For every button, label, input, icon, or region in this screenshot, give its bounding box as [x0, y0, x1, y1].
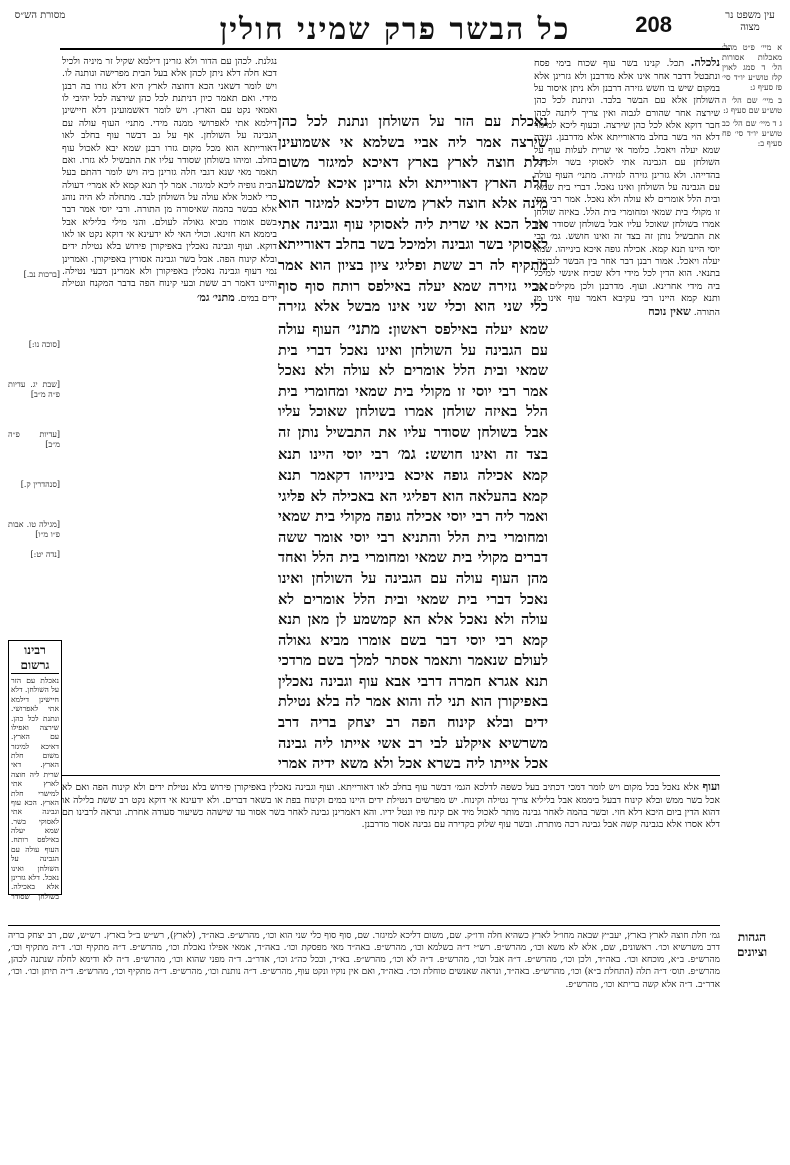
masoret-ref: [ברכות נב.]	[23, 270, 60, 279]
mishna-text: העוף עולה עם הגבינה על השולחן ואינו נאכל דברי בית שמאי ובית הלל אומרים לא עולה ולא נאכל אמר רבי יוסי זו מקולי בית שמאי ומחומרי בית הלל באיזה שולחן אמרו בשולחן שאוכל עליו אבל בשולחן שסודר עליו את התבשיל נותן זה בצד זה ואינו חושש:	[278, 320, 548, 464]
rashi-text: תכל. קנינו בשר עוף שכוח בימי פסח ונתבטל דדבר אחר אינו אלא מדרבנן ולא גזרינן אלא במקום שיש בו חשש גזירה דרבנן ולא ניתן איסור על השולחן אלא עם הבשר בלבד. וניתנת לכל כהן שירצה אחר שהורם לגבוה ואין צריך ליתנה לכהן חבר דוקא אלא לכל כהן שירצה. ובעוף ליכא למיגזר דלא הוי בשר בחלב מדאורייתא אלא מדרבנן. גזירה שמא יעלה ויאכל. כלומר אי שרית לעלות עוף על השולחן עם הגבינה אתי לאסוקי בשר ולמיכל בהדייהו. ולא גזרינן גזירה לגזירה. מתני׳ העוף עולה עם הגבינה על השולחן ואינו נאכל. דברי בית שמאי ובית הלל אומרים לא עולה ולא נאכל. אמר רבי יוסי זו מקולי בית שמאי ומחומרי בית הלל. באיזה שולחן אמרו בשולחן שאוכל עליו אבל בשולחן שסודר עליו את התבשיל נותן זה בצד זה ואינו חושש. גמ׳ רבי יוסי היינו תנא קמא. אכילה גופה איכא בינייהו. שמא יעלה ויאכל. אמור רבנן דבר אחר בין הבשר לגבינה. בתנאי. הוא הדין לכל מידי דלא שכיח אינשי למיכל ביה מידי אחרינא. ועוף. מדרבנן ולכן מקילים בו. ותנא קמא היינו רבי עקיבא דאמר עוף אינו מן התורה.	[534, 58, 720, 319]
hagahot-title: הגהות וציונים	[736, 930, 768, 959]
rashi-dibur-hamatchil: שאין נוכח	[648, 305, 691, 319]
tosafot-continuation-text: אלא נאכל בכל מקום ויש לומר דמכי דכתיב בעל כשפה לדלכא הגמ׳ דבשר עוף בחלב לאו דאורייתא. ועוף וגבינה נאכלין באפיקורן פירוש בלא נטילת ידים ולא קינוח הפה ואם לא אכל בשר ממש ובלא קינוח דבעל ביממא אבל בליליא צריך נטילה וקינוח. יש מפרשים דנטילת ידים היינו במים וקינוח בפת או בשאר דברים. ולא ידעינא אי דוקא נקט רב ששת בלילה או דהוא הדין ביום היכא דלא חזי. ובשר בהמה לאחר גבינה מותר לאכול מיד אם קינח פיו ונטל ידיו. והא דאמרינן גבינה לאחר בשר אסור עד שישהה כשיעור סעודה אחרת. ונראה לרבינו תם דלא אסרו אלא בגבינה קשה אבל גבינה רכה מותרת. ובשר עוף שלוק בקדירה עם גבינה אסור מדרבנן.	[62, 782, 720, 831]
gemara-text-column	[278, 112, 548, 772]
tosafot-commentary	[62, 56, 277, 756]
masoret-hashas-heading: מסורת הש״ס	[14, 10, 66, 21]
gemara-body: רבי יוסי היינו תנא קמא אכילה גופה איכא בינייהו דקאמר תנא קמא בהעלאה הוא דפליגי הא באכילה לא פליגי ואמר ליה רבי יוסי אכילה גופה מקולי בית שמאי ומחומרי בית הלל והתניא רבי יוסי אומר ששה דברים מקולי בית שמאי ומחומרי בית הלל ואחד מהן העוף עולה עם הגבינה על השולחן ואינו נאכל דברי בית שמאי ובית הלל אומרים לא עולה ולא נאכל אלא הא קמשמע לן מאן תנא קמא רבי יוסי דבר בשם אומרו מביא גאולה לעולם שנאמר ותאמר אסתר למלך בשם מרדכי תנא אגרא חמרה דרבי אבא עוף וגבינה נאכלין באפיקורן הוא תני לה והוא אמר לה בלא נטילת ידים ובלא קינוח הפה רב יצחק בריה דרב משרשיא איקלע לבי רב אשי אייתו ליה גבינה אכל אייתו ליה בשרא אכל ולא משא ידיה אמרי	[278, 446, 548, 772]
masoret-ref: [סוכה נו:]	[28, 340, 60, 349]
ein-mishpat-ref: ג ד מיי׳ שם הל׳ כב טוש״ע יו״ד סי׳ פח סעיף ב:	[722, 119, 782, 148]
rashi-dibur-hamatchil: נלכלה.	[690, 56, 720, 69]
ein-mishpat-column	[722, 40, 782, 360]
tosafot-dibur-hamatchil: גמ׳	[196, 290, 210, 304]
masoret-ref: [מגילה טו. אבות פ״ו מ״ו]	[8, 520, 60, 539]
masoret-ref: [סנהדרין ק.]	[20, 480, 60, 489]
page-header	[60, 8, 730, 50]
tosafot-dibur-hamatchil: ועוף	[702, 780, 720, 793]
gemara-opening: נאכלת עם הזר על השולחן ונתנת לכל כהן שירצה אמר ליה אביי בשלמא אי אשמועינן חלת חוצה לארץ בארץ דאיכא למיגזר משום חלת הארץ דאורייתא ולא גזרינן איכא למשמע מינה אלא חוצה לארץ משום דליכא למיגזר הוא אבל הכא אי שרית ליה לאסוקי עוף וגבינה אתי לאסוקי בשר וגבינה ולמיכל בשר בחלב דאורייתא מתקיף לה רב ששת ופליגי ציון בציון הוא אמר אביי גזירה שמא יעלה באילפס רותח סוף סוף כלי שני הוא וכלי שני אינו מבשל אלא גזירה שמא יעלה באילפס ראשון:	[278, 113, 548, 338]
page-number: 208	[635, 12, 672, 37]
page-title: כל הבשר פרק שמיני חולין	[219, 12, 571, 47]
section-divider	[62, 775, 720, 776]
ein-mishpat-ref: ב מיי׳ שם הל׳ ה טוש״ע שם סעיף ג:	[722, 96, 782, 115]
masoret-ref: [עדיות פ״ה מ״ב]	[8, 430, 60, 449]
masoret-ref: [שבת יג. עדיות פ״ה מ״ב]	[8, 380, 60, 399]
rabbeinu-gershom-text: נאכלת עם הזר על השולחן. דלא חיישינן דילמא אתי לאפרושי. ונתנת לכל כהן. שירצה ואפילו עם הארץ. דאיכא למיגזר משום חלת הארץ. דאי שרית ליה חוצה לארץ אתי למישרי חלת הארץ. הכא עוף וגבינה אתי לאסוקי בשר. שמא יעלה באילפס רותח. העוף עולה עם הגבינה על השולחן ואינו נאכל. דלא גזרינן אלא באכילה. בשולחן שסודר	[11, 676, 59, 901]
masoret-column	[8, 40, 60, 600]
rabbeinu-gershom-box	[8, 640, 62, 901]
tosafot-text: נגלנת. לכהן עם הדור ולא גזרינן דילמא שקיל זר מיניה ולכיל דכא חלה דלא ניתן לכהן אלא בעל הבית מפרישה ונותנה לו. ויש לומר דשאני הכא דחוצה לארץ היא דלא גזרו בה רבנן מידי. ואם תאמר כיון דניתנת לכל כהן שירצה לכל יהיבי לו ואמאי נקט עם הארץ. ויש לומר דאשמועינן דלא חיישינן דילמא אתי לאפרושי ממנה מידי. מתני׳ העוף עולה עם הגבינה על השולחן. אף על גב דבשר עוף בחלב לאו דאורייתא הוא מכל מקום גזרו רבנן שמא יבא לאכול עוף בחלב. ומיהו בשולחן שסודר עליו את התבשיל לא גזרו. ואם תאמר מאי שנא דגבי חלה גזרינן ביה ויש לומר דהתם בעל הבית גופיה ליכא למיגזר. אמר לך תנא קמא לא אמרי׳ דעולה כדי לאכול אלא עולה על השולחן לבד. מתחלה לא היה נוהג אלא בבשר בהמה שאיסורה מן התורה. ורבי יוסי אמר דבר בשם אומרו מביא גאולה לעולם. והני מילי בליליא אבל ביממא הא חזינא. וכולי האי לא ידעינא אי דוקא נקט או לאו דוקא. ועוף וגבינה נאכלין באפיקורן פירוש בלא נטילת ידים ובלא קינוח הפה. אבל בשר וגבינה אסורין באפיקורן. ואמרינן נמי דעוף וגבינה נאכלין באפיקורן ולא אמרינן דבעי נטילה. והיינו דאמר רב ששת ובעי קינוח הפה בדבר המקנח ונטילת ידים במים.	[62, 56, 277, 304]
ein-mishpat-heading: עין משפט נר מצוה	[725, 10, 775, 33]
tosafot-continuation	[62, 780, 720, 900]
hagahot-notes: גמ׳ חלת חוצה לארץ בארץ, יעב״ץ שבאה מחו״ל לארץ כשהיא חלה ודו״ק. שם, משום דליכא למיגזר. שם, סוף סוף כלי שני הוא וכו׳, מהרש״פ. באה״ד, (לארץ), רש״ש ב״ל בארץ. רש״ש, שם, רב יצחק בריה דרב משרשיא וכו׳. ראשונים, שם, אלא לא משא וכו׳, מהרש״פ. רש״י ד״ה בשלמא וכו׳, מהרש״פ. באה״ד מאי מפסקת וכו׳. באה״ד, אמאי אפילו נאכלת וכו׳, מהרש״פ. ד״ה מתקיף וכו׳. ד״ה מתקיף וכו׳, מהרש״פ. ב״א, מוכחא וכו׳. באה״ד, ולכן וכו׳, מהרש״פ. ד״ה אבל וכו׳, מהרש״פ. ד״ה לא וכו׳, מהרש״פ. בא״ד, ובכל כה״ג וכו׳, אדר״ב. ד״ה מפני שהוא וכו׳, מהרש״פ. ד״ה לא ודימא לחלה שנתנה לכהן, מהרש״פ. תוס׳ ד״ה תלה (התחלת ב״א) וכו׳, מהרש״פ. באה״ד, ונראה שאנשים טוחלת וכו׳. באה״ד, ואם אין נוקיו ונקט עוף, מהרש״פ. ד״ה נותנת וכו׳, מהרש״פ. ד״ה מתקיף וכו׳, מהרש״פ. ד״ה תיתן וכו׳. וכו׳, אדר״ב. ד״ה אלא קשה בריתא וכו׳, מהרש״פ.	[8, 925, 720, 1160]
rabbeinu-gershom-title: רבינו גרשום	[11, 643, 59, 674]
mishna-label: מתני׳	[347, 318, 381, 338]
masoret-ref: [נדה יט:]	[30, 550, 60, 559]
tosafot-dibur-hamatchil: מתני׳	[212, 290, 235, 304]
ein-mishpat-ref: א מיי׳ פ״ט מהל׳ מאכלות אסורות הל׳ ד סמג לאוין קלז טוש״ע יו״ד סי׳ פז סעיף ג:	[722, 43, 782, 92]
gemara-label: גמ׳	[397, 444, 416, 464]
